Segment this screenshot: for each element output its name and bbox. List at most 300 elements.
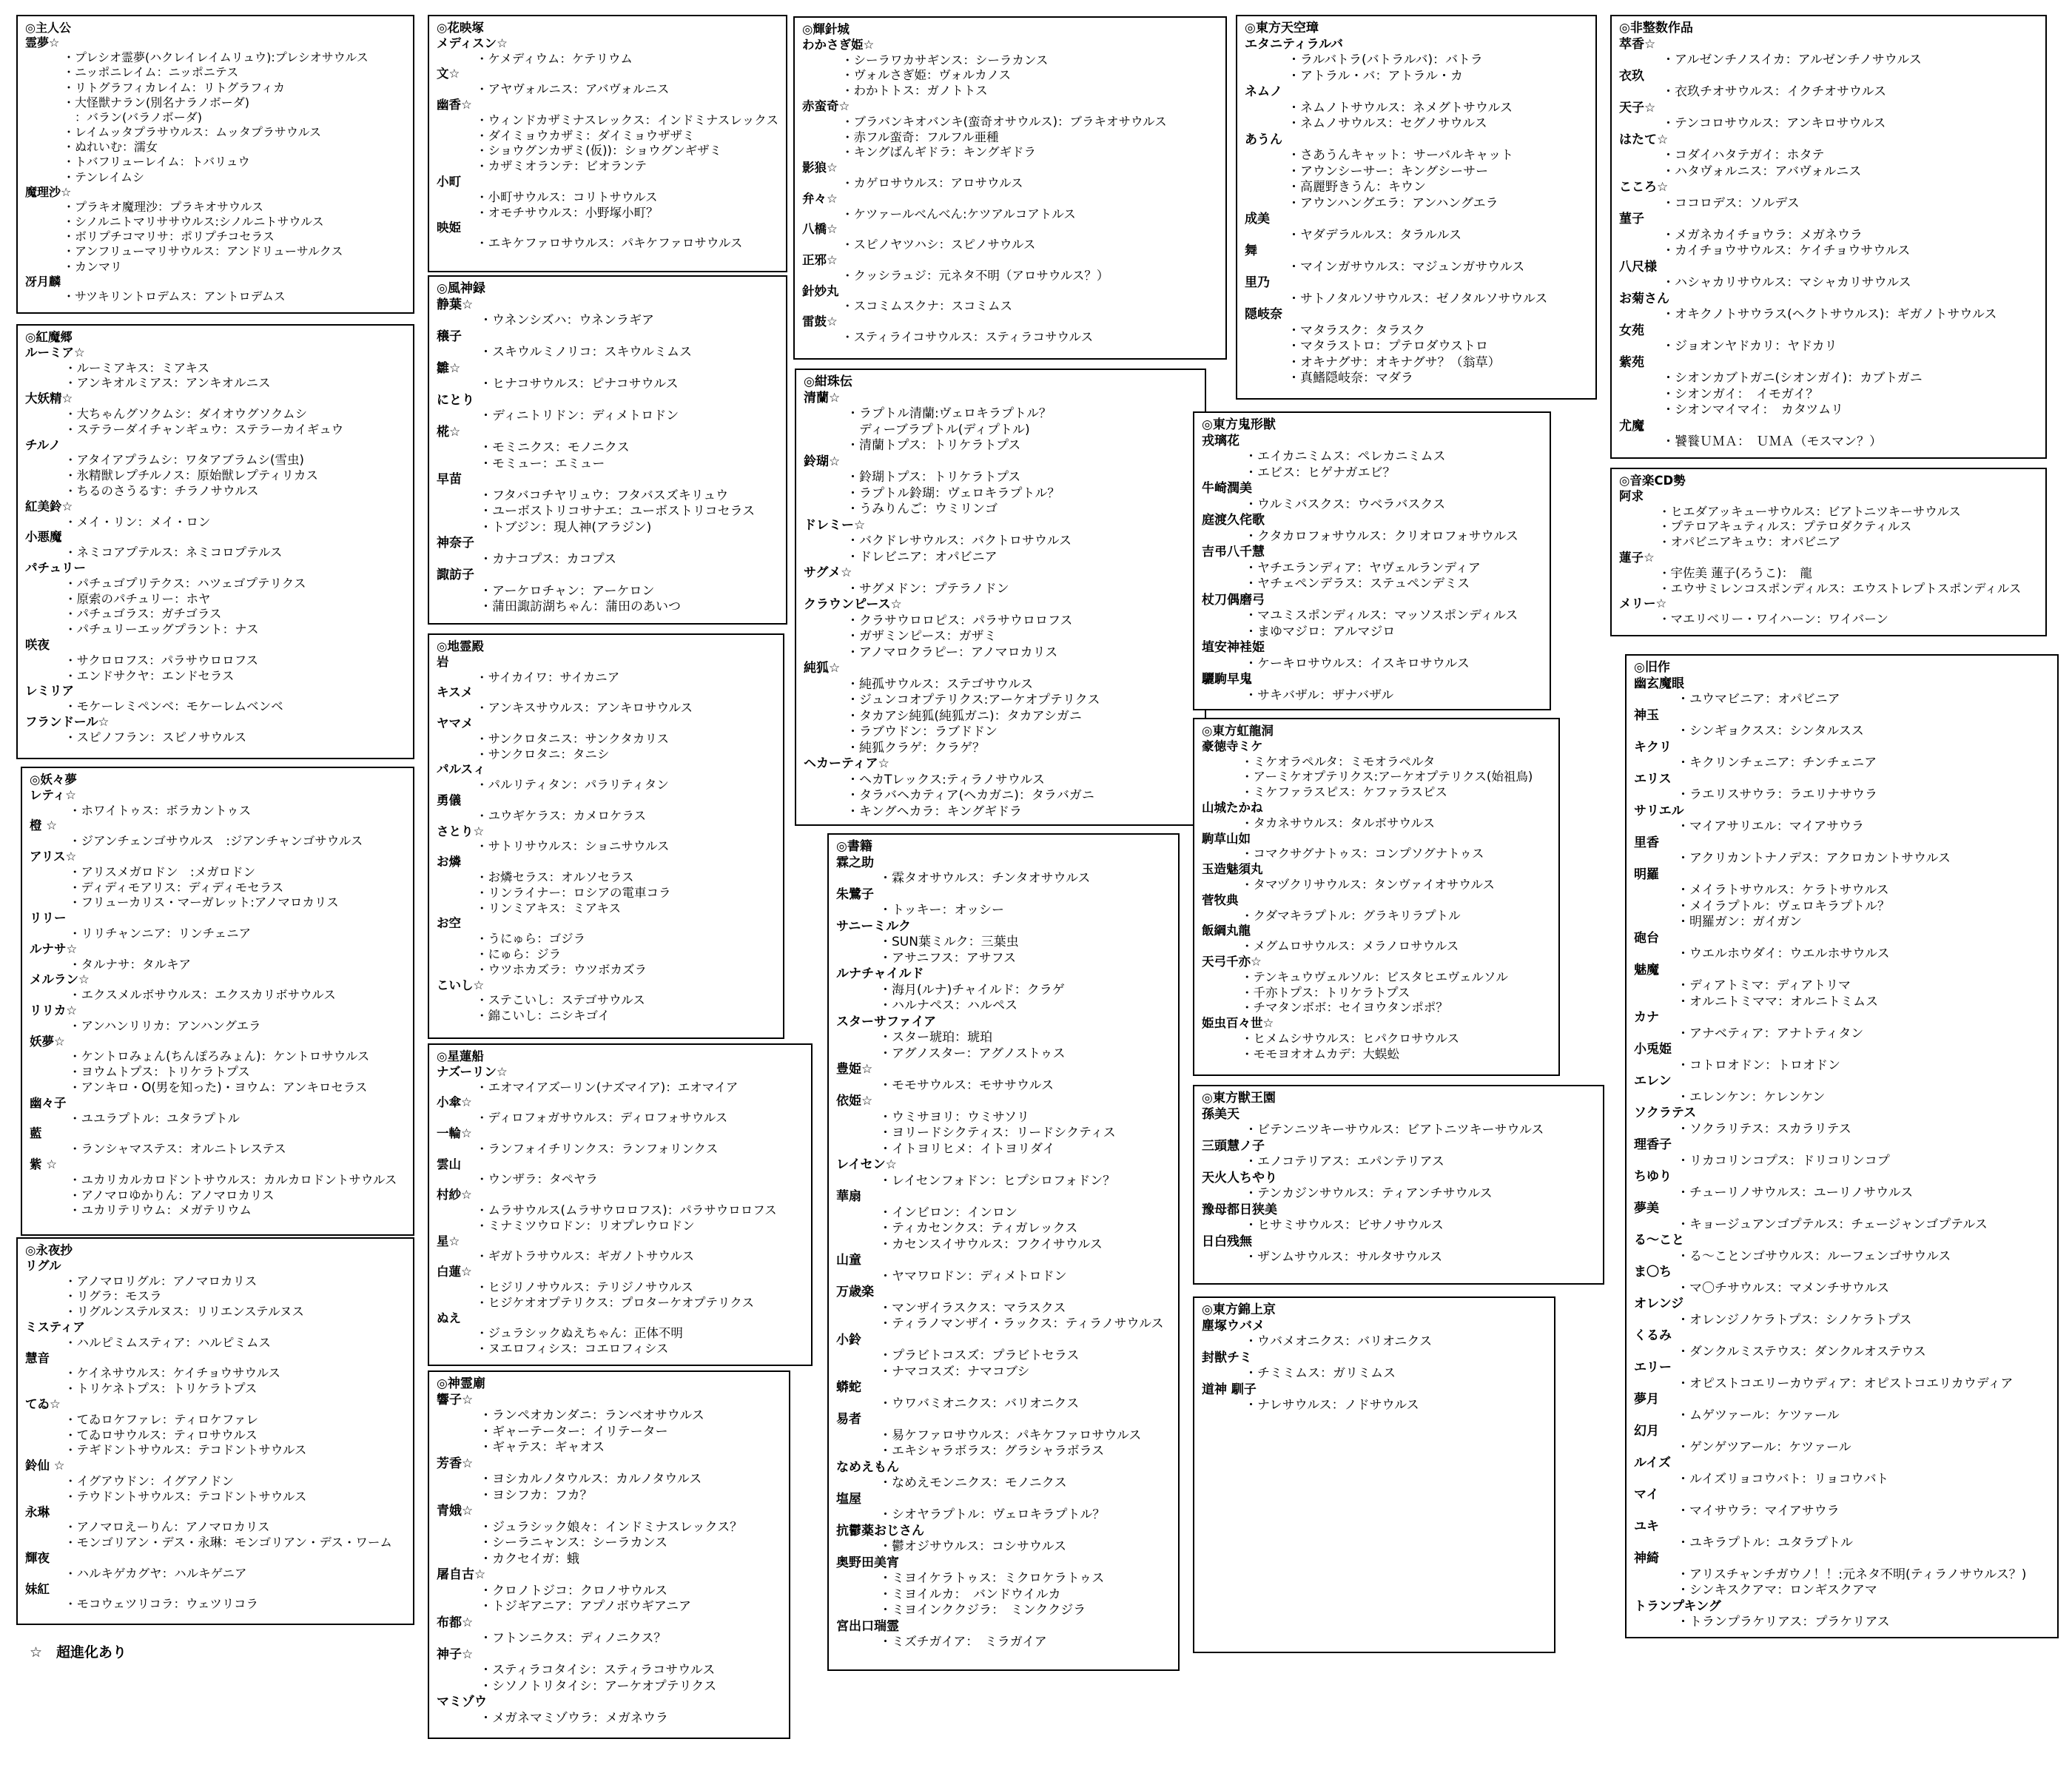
evolution-entry: ・小町サウルス：コリトサウルス	[476, 189, 658, 204]
evolution-entry: ・モミュー：エミュー	[480, 456, 605, 471]
evolution-entry: ・マインガサウルス：マジュンガサウルス	[1288, 259, 1525, 275]
evolution-entry: ・海月(ルナ)チャイルド：クラゲ	[879, 982, 1065, 998]
character-name: ソクラテス	[1634, 1106, 1697, 1120]
character-name: 魔理沙☆	[25, 184, 72, 199]
character-name: エリス	[1634, 771, 1672, 787]
evolution-entry: ・レイムッタプラサウルス：ムッタプラサウルス	[63, 125, 321, 140]
character-name: 萃香☆	[1619, 36, 1656, 52]
character-name: 奥野田美宵	[836, 1555, 899, 1570]
character-name: アリス☆	[30, 849, 77, 864]
character-name: 布都☆	[437, 1615, 474, 1630]
character-name: 穣子	[437, 329, 462, 344]
evolution-entry: ・高麗野きうん：キウン	[1288, 180, 1426, 195]
evolution-entry: ・クラサウロロピス：パラサウロロフス	[847, 613, 1073, 628]
panel-kyuusaku	[1625, 654, 2059, 1638]
evolution-entry: ・ドレビニア：オパビニア	[847, 549, 998, 565]
evolution-entry: ・アンハンリリカ：アンハングエラ	[69, 1018, 261, 1033]
evolution-entry: ・ネミコアプテルス：ネミコロプテルス	[64, 545, 283, 560]
super-evolution-footnote: ☆ 超進化あり	[30, 1644, 127, 1661]
evolution-entry: ・リンミアキス：ミアキス	[476, 901, 622, 915]
evolution-entry: ・フタバコチヤリュウ：フタバスズキリュウ	[480, 488, 729, 503]
character-name: トランプキング	[1634, 1598, 1721, 1614]
evolution-entry: ・ゲンゲツアール：ケツァール	[1677, 1439, 1851, 1455]
character-name: 神子☆	[437, 1646, 474, 1662]
evolution-entry: ・スコミムスクナ：スコミムス	[841, 299, 1012, 314]
evolution-entry: ・ザンムサウルス：サルタサウルス	[1245, 1250, 1443, 1265]
evolution-entry: ・スティラコタイシ：スティラコサウルス	[480, 1663, 716, 1678]
evolution-entry: ・オキナグサ：オキナグサ？（翁草）	[1288, 354, 1501, 370]
evolution-entry: ・スキウルミノリコ：スキウルミムス	[480, 345, 692, 360]
character-name: ちゆり	[1634, 1169, 1672, 1184]
evolution-entry: ・トブジン：現人神(アラジン)	[480, 519, 652, 535]
character-name: 小町	[437, 174, 461, 189]
evolution-entry: ・ミヨインククジラ： ミンククジラ	[879, 1603, 1086, 1618]
character-name: 鈴仙 ☆	[25, 1459, 65, 1473]
evolution-entry: ・オモチサウルス：小野塚小町？	[476, 205, 659, 220]
character-name: ミスティア	[25, 1319, 85, 1334]
character-name: 隠岐奈	[1245, 307, 1282, 322]
evolution-entry: ・ジュラシック娘々：インドミナスレックス？	[480, 1519, 743, 1535]
evolution-entry: ・サトリサウルス：ショニサウルス	[476, 839, 670, 854]
evolution-entry: ディーブラプトル(ディプトル)	[847, 422, 1030, 437]
character-name: 幽香☆	[437, 97, 472, 112]
character-name: 影狼☆	[802, 161, 838, 175]
character-name: 神玉	[1634, 707, 1659, 723]
evolution-entry: ・シソノトリタイシ：アーケオプテリクス	[480, 1678, 717, 1694]
character-name: キクリ	[1634, 739, 1672, 755]
evolution-entry: ・ネムノサウルス：セグノサウルス	[1288, 116, 1487, 131]
evolution-entry: ・サクロロフス：パラサウロロフス	[64, 653, 259, 667]
character-name: 文☆	[437, 67, 460, 81]
evolution-entry: ・ディアトミマ：ディアトリマ	[1677, 978, 1851, 993]
evolution-entry: ・ウバメオニクス：バリオニクス	[1245, 1334, 1433, 1349]
panel-youyoumu	[21, 767, 414, 1236]
character-name: 里乃	[1245, 275, 1270, 290]
evolution-entry: ・ダンクルミステウス：ダンクルオステウス	[1677, 1344, 1926, 1359]
evolution-entry: ・ウネンシズハ：ウネンラギア	[480, 313, 655, 328]
character-name: 芳香☆	[437, 1456, 474, 1471]
panel-title: ◎紅魔郷	[25, 330, 73, 344]
evolution-entry: ・シンギョクスス：シンタルスス	[1677, 724, 1864, 739]
character-name: パルスィ	[437, 762, 485, 777]
evolution-entry: ・ミケファラスピス：ケファラスピス	[1241, 785, 1447, 800]
character-name: 天弓千亦☆	[1202, 954, 1262, 969]
evolution-entry: ・ココロデス：ソルデス	[1662, 195, 1800, 211]
evolution-entry: ・パチュゴラス：ガチゴラス	[64, 607, 222, 622]
character-name: 雷鼓☆	[802, 314, 838, 329]
evolution-entry: ・ティラノマンザイ・ラックス：ティラノサウルス	[879, 1316, 1164, 1331]
evolution-entry: ・ギャーテーター：イリテーター	[480, 1424, 668, 1439]
character-name: 響子☆	[437, 1392, 474, 1407]
character-name: 戎璃花	[1202, 433, 1240, 448]
evolution-entry: ・サンクロタニ：タニシ	[476, 747, 610, 761]
character-name: 小兎姫	[1634, 1042, 1672, 1057]
evolution-entry: ・ヨウムトプス：トリケラトプス	[69, 1065, 250, 1080]
panel-title: ◎東方錦上京	[1202, 1302, 1276, 1317]
character-name: お燐	[437, 855, 461, 870]
character-name: 神綺	[1634, 1551, 1659, 1566]
evolution-entry: ・トッキー：オッシー	[879, 903, 1004, 918]
evolution-entry: ・ラプトル鈴瑚：ヴェロキラプトル？	[847, 485, 1060, 501]
panel-chireiden	[428, 633, 784, 1039]
character-name: エリー	[1634, 1360, 1672, 1375]
character-name: ヘカーティア☆	[804, 756, 889, 771]
evolution-entry: ・ハルキゲカグヤ：ハルキゲニア	[64, 1566, 247, 1581]
character-name: ネムノ	[1245, 84, 1282, 99]
character-name: 鈴瑚☆	[804, 454, 841, 469]
evolution-entry: ・ヤダデラルルス：タラルルス	[1288, 227, 1462, 243]
character-name: 里香	[1634, 835, 1659, 850]
evolution-entry: ・シノルニトマリササウルス:シノルニトサウルス	[63, 215, 324, 229]
character-name: 小鈴	[836, 1332, 861, 1348]
character-name: 正邪☆	[802, 252, 838, 267]
evolution-entry: ・イグアウドン：イグアノドン	[64, 1473, 235, 1488]
evolution-entry: ・ギャテス：ギャオス	[480, 1440, 605, 1455]
evolution-entry: ・エキケファロサウルス：パキケファロサウルス	[476, 236, 743, 251]
evolution-entry: ・ギガトラサウルス：ギガノトサウルス	[476, 1249, 695, 1264]
character-name: メディスン☆	[437, 36, 508, 50]
character-name: 日白残無	[1202, 1234, 1252, 1249]
evolution-entry: ・メガネマミゾウラ：メガネウラ	[480, 1710, 668, 1726]
evolution-entry: ・SUN葉ミルク：三葉虫	[879, 935, 1019, 949]
evolution-entry: ・クタカロフォサウルス：クリオロフォサウルス	[1245, 528, 1518, 544]
evolution-entry: ・タラバヘカティア(ヘカガニ)：タラバガニ	[847, 788, 1094, 803]
evolution-entry: ・サキバザル：ザナバザル	[1245, 687, 1394, 703]
character-name: キスメ	[437, 685, 474, 700]
evolution-entry: ・マエリベリー・ワイハーン：ワイバーン	[1658, 612, 1888, 627]
evolution-entry: ・エオマイアズーリン(ナズマイア)：エオマイア	[476, 1080, 739, 1094]
evolution-entry: ・コダイハタテガイ：ホタテ	[1662, 148, 1825, 163]
evolution-entry: ・トリケネトプス：トリケラトプス	[64, 1382, 258, 1396]
evolution-entry: ・メイ・リン：メイ・ロン	[64, 514, 211, 529]
character-name: 早苗	[437, 472, 462, 487]
evolution-entry: ・テンコロサウルス：アンキロサウルス	[1662, 116, 1886, 131]
evolution-entry: ・マユミスポンディルス：マッソスポンディルス	[1245, 608, 1518, 623]
evolution-entry: ・ナマコスズ：ナマコブシ	[879, 1364, 1030, 1379]
evolution-entry: ・シーラワカサギンス：シーラカンス	[841, 53, 1049, 67]
character-name: 霖之助	[836, 855, 874, 870]
evolution-entry: ・ハシャカリサウルス：マシャカリサウルス	[1662, 275, 1911, 290]
evolution-entry: ・ガザミンピース：ガザミ	[847, 629, 997, 644]
character-name: 抗鬱薬おじさん	[836, 1523, 924, 1538]
evolution-entry: ・アノマロリグル：アノマロカリス	[64, 1274, 258, 1288]
evolution-entry: ・マタラスク：タラスク	[1288, 323, 1425, 338]
character-name: サグメ☆	[804, 565, 852, 580]
evolution-entry: ・タカネサウルス：タルボサウルス	[1241, 815, 1436, 830]
character-name: さとり☆	[437, 824, 485, 838]
evolution-entry: ・メグムロサウルス：メラノロサウルス	[1241, 939, 1459, 954]
evolution-entry: ・易ケファロサウルス：パキケファロサウルス	[879, 1427, 1142, 1443]
evolution-entry: ・エクスメルボサウルス：エクスカリボサウルス	[69, 988, 336, 1003]
character-name: る～こと	[1634, 1233, 1684, 1248]
character-name: 屠自古☆	[437, 1567, 486, 1582]
panel-tenkuushou	[1236, 15, 1597, 400]
character-name: 輝夜	[25, 1550, 50, 1565]
evolution-entry: ・サイカイワ：サイカニア	[476, 670, 620, 684]
evolution-entry: ・プレシオ霊夢(ハクレイレイムリュウ):プレシオサウルス	[63, 50, 369, 65]
character-name: 尤魔	[1619, 418, 1644, 434]
evolution-entry: ・リンライナー：ロシアの電車コラ	[476, 885, 671, 900]
evolution-entry: ・ダイミョウカザミ：ダイミョウザザミ	[476, 128, 695, 143]
character-name: 映姫	[437, 221, 461, 235]
panel-seirensen	[428, 1043, 813, 1366]
evolution-entry: ・わかトトス：ガノトトス	[841, 84, 988, 98]
evolution-entry: ・プラビトコスズ：プラビトセラス	[879, 1348, 1080, 1363]
evolution-entry: ・オルニトミママ：オルニトミムス	[1677, 994, 1878, 1009]
character-name: チルノ	[25, 437, 61, 452]
evolution-entry: ・イトヨリヒメ：イトヨリダイ	[879, 1141, 1055, 1157]
evolution-entry: ・タカアシ純狐(純狐ガニ)：タカアシガニ	[847, 708, 1082, 724]
evolution-entry: ・ヒサミサウルス：ビサノサウルス	[1245, 1218, 1444, 1233]
evolution-entry: ・リグルンステルヌス：リリエンステルヌス	[64, 1305, 304, 1319]
evolution-entry: ・メガネカイチョウラ：メガネウラ	[1662, 227, 1863, 243]
character-name: 白蓮☆	[437, 1265, 472, 1279]
character-name: ユキ	[1634, 1519, 1659, 1534]
panel-title: ◎地霊殿	[437, 639, 484, 653]
evolution-entry: ・ミヨイルカ： バンドウイルカ	[879, 1587, 1061, 1602]
evolution-entry: ・ランペオカンダニ：ランベオサウルス	[480, 1408, 704, 1423]
evolution-entry: ・クダマキラプトル：グラキリラプトル	[1241, 908, 1461, 923]
evolution-entry: ・サグメドン：プテラノドン	[847, 581, 1009, 596]
evolution-entry: ・ヒエダアッキューサウルス：ビアトニツキーサウルス	[1658, 504, 1961, 519]
character-name: こころ☆	[1619, 180, 1669, 195]
evolution-entry: ・オピストコエリーカウディア：オピストコエリカウディア	[1677, 1376, 2014, 1391]
evolution-entry: ・ヌエロフィシス：コエロフィシス	[476, 1342, 669, 1356]
evolution-entry: ・鬱オジサウルス：コシサウルス	[879, 1539, 1066, 1554]
evolution-entry: ・エイカニミムス：ペレカニミムス	[1245, 449, 1446, 464]
evolution-entry: ・ラルバトラ(バトラルバ)：バトラ	[1288, 53, 1483, 67]
character-name: お菊さん	[1619, 291, 1669, 306]
panel-hiseisuu	[1610, 15, 2047, 459]
evolution-entry: ・ちるのさうるす：チラノサウルス	[64, 483, 259, 498]
character-name: 駒草山如	[1202, 831, 1251, 846]
evolution-entry: ・ヘカTレックス:ティラノサウルス	[847, 772, 1045, 787]
character-name: ぬえ	[437, 1311, 461, 1325]
panel-kikeijuu	[1193, 411, 1551, 710]
evolution-entry: ・エビス：ヒゲナガエビ？	[1245, 465, 1396, 480]
evolution-entry: ・ヒナコサウルス：ピナコサウルス	[480, 377, 679, 391]
evolution-entry: ・カイチョウサウルス：ケイチョウサウルス	[1662, 243, 1911, 258]
evolution-entry: ・マタラストロ：プテロダウストロ	[1288, 339, 1488, 354]
evolution-entry: ・テギドントサウルス：テコドントサウルス	[64, 1443, 307, 1458]
evolution-entry: ・チマタンボボ：セイヨウタンポポ？	[1241, 1000, 1448, 1015]
panel-title: ◎輝針城	[802, 22, 850, 36]
evolution-entry: ・ランシャマステス：オルニトレステス	[69, 1142, 286, 1157]
character-name: 冴月麟	[25, 274, 61, 289]
evolution-entry: ・パチュゴプリテクス：ハツェゴプテリクス	[64, 576, 306, 591]
character-name: 雲山	[437, 1157, 461, 1171]
evolution-entry: ・ジアンチェンゴサウルス :ジアンチャンゴサウルス	[69, 834, 363, 849]
panel-title: ◎旧作	[1634, 660, 1670, 675]
character-name: 諏訪子	[437, 568, 474, 582]
character-name: 天子☆	[1619, 100, 1656, 115]
character-name: スターサファイア	[836, 1014, 937, 1029]
character-name: 小悪魔	[25, 530, 62, 545]
evolution-entry: ・トランプラケリアス：プラケリアス	[1677, 1615, 1890, 1629]
evolution-entry: ・テンカジンサウルス：ティアンチサウルス	[1245, 1186, 1493, 1201]
evolution-entry: ・てゐロサウルス：ティロサウルス	[64, 1427, 258, 1442]
evolution-entry: ・マ〇チサウルス：マメンチサウルス	[1677, 1280, 1889, 1296]
character-name: リリー	[30, 911, 67, 926]
character-name: 天火人ちやり	[1202, 1170, 1277, 1185]
evolution-entry: ・ムラサウルス(ムラサウロロフス)：パラサウロロフス	[476, 1202, 777, 1217]
character-name: 女苑	[1619, 323, 1644, 338]
evolution-entry: ・ナレサウルス：ノドサウルス	[1245, 1398, 1419, 1413]
character-name: お空	[437, 916, 461, 931]
panel-title: ◎神霊廟	[437, 1376, 485, 1391]
panel-fuujinroku	[428, 275, 787, 625]
evolution-entry: ・ヴォルさぎ姫：ヴォルカノス	[841, 68, 1012, 83]
evolution-entry: ・モコウェツリコラ：ウェツリコラ	[64, 1597, 259, 1612]
evolution-entry: ・コトロオドン：トロオドン	[1677, 1057, 1840, 1073]
character-name: 封獣チミ	[1202, 1350, 1252, 1365]
character-name: 妹紅	[25, 1581, 50, 1596]
panel-kanjuden	[795, 369, 1206, 826]
character-name: 易者	[836, 1412, 861, 1427]
evolution-entry: ・プラキオ魔理沙：プラキオサウルス	[63, 199, 264, 214]
character-name: 雛☆	[437, 360, 461, 376]
character-name: ルイズ	[1634, 1456, 1671, 1470]
character-name: ルナチャイルド	[836, 966, 924, 981]
evolution-entry: ・エウサミレンコスポンディルス：エウストレプトスポンディルス	[1658, 581, 2022, 596]
evolution-entry: ・ユーボストリコサナエ：ユーボストリコセラス	[480, 504, 756, 519]
evolution-entry: ・ジョオンヤドカリ：ヤドカリ	[1662, 339, 1837, 354]
evolution-entry: ・カクセイガ：蛾	[480, 1551, 579, 1567]
character-name: 驪駒早鬼	[1202, 672, 1252, 687]
character-name: 塩屋	[836, 1491, 861, 1507]
evolution-entry: ・ディディモアリス：ディディモセラス	[69, 880, 284, 895]
evolution-entry: ・インビロン：インロン	[879, 1205, 1018, 1220]
character-name: 紅美鈴☆	[25, 499, 73, 514]
evolution-entry: ・アクリカントナノデス：アクロカントサウルス	[1677, 851, 1951, 866]
character-name: オレンジ	[1634, 1296, 1684, 1311]
character-name: こいし☆	[437, 978, 485, 992]
character-name: 依姫☆	[836, 1094, 873, 1109]
evolution-entry: ・ユカリカルカロドントサウルス：カルカロドントサウルス	[69, 1172, 397, 1187]
evolution-entry: ・ハルピミムスティア：ハルピミムス	[64, 1335, 271, 1350]
character-name: 豫母都日狭美	[1202, 1202, 1277, 1217]
evolution-entry: ・スピノヤツハシ：スピノサウルス	[841, 238, 1036, 252]
evolution-entry: ・モケーレミペンベ：モケーレムベンベ	[64, 699, 283, 714]
evolution-entry: ・ケツァールべんべん:ケツアルコアトルス	[841, 206, 1076, 221]
evolution-entry: ・ミケオラペルタ：ミモオラペルタ	[1241, 754, 1436, 769]
panel-title: ◎妖々夢	[30, 773, 77, 787]
character-name: エレン	[1634, 1074, 1672, 1089]
evolution-entry: ・饕餮ＵＭＡ： ＵＭＡ（モスマン？）	[1662, 434, 1883, 449]
character-name: 岩	[437, 654, 449, 669]
evolution-entry: ・アンキロ・O(男を知った)・ヨウム：アンキロセラス	[69, 1080, 368, 1094]
evolution-entry: ・アトラル・バ：アトラル・カ	[1288, 68, 1463, 84]
character-name: エタニティラルバ	[1245, 36, 1343, 52]
evolution-entry: ・クロノトジコ：クロノサウルス	[480, 1583, 667, 1598]
evolution-entry: ・シオンカブトガニ(シオンガイ)：カブトガニ	[1662, 371, 1923, 386]
panel-eiyashou	[16, 1237, 414, 1625]
evolution-entry: ・タルナサ：タルキア	[69, 957, 191, 972]
character-name: マイ	[1634, 1487, 1659, 1502]
character-name: 菫子	[1619, 212, 1644, 226]
evolution-entry: ・ジュンコオプテリクス:アーケオプテリクス	[847, 693, 1100, 707]
evolution-entry: ・ヨシフカ：フカ？	[480, 1487, 593, 1503]
evolution-entry: ・ぬれいむ：濡女	[63, 140, 158, 155]
evolution-entry: ・アナベティア：アナトティタン	[1677, 1026, 1864, 1041]
character-name: 牛崎潤美	[1202, 481, 1252, 496]
panel-shoseki	[827, 833, 1180, 1671]
character-name: 永琳	[25, 1504, 50, 1519]
panel-ongakucd	[1610, 468, 2047, 636]
panel-title: ◎花映塚	[437, 21, 484, 35]
evolution-entry: ・ディロフォガサウルス：ディロフォサウルス	[476, 1111, 728, 1126]
evolution-entry: ・ランフォイチリンクス：ランフォリンクス	[476, 1141, 719, 1156]
evolution-entry: ・錦こいし：ニシキゴイ	[476, 1009, 610, 1023]
evolution-entry: ・テンキュウヴェルソル：ビスタヒエヴェルソル	[1241, 969, 1508, 984]
evolution-entry: ・マイサウラ：マイアサウラ	[1677, 1503, 1840, 1518]
evolution-entry: ・ステラーダイチャンギュウ：ステラーカイギュウ	[64, 422, 344, 437]
evolution-entry: ・エレンケン：ケレンケン	[1677, 1089, 1826, 1105]
evolution-entry: ・シオンガイ： イモガイ？	[1662, 386, 1819, 402]
character-name: 一輪☆	[437, 1126, 472, 1140]
evolution-entry: ・てゐロケファレ：ティロケファレ	[64, 1412, 259, 1427]
evolution-entry: ・メイラプトル：ヴェロキラプトル？	[1677, 898, 1890, 914]
character-name: わかさぎ姫☆	[802, 37, 875, 52]
character-name: 八尺様	[1619, 259, 1657, 275]
evolution-entry: ・にゅら：ジラ	[476, 946, 562, 961]
character-name: 成美	[1245, 212, 1270, 226]
character-name: 庭渡久侘歌	[1202, 513, 1265, 528]
evolution-entry: ・ミズチガイア： ミラガイア	[879, 1635, 1047, 1649]
evolution-entry: ・原索のパチュリー：ホヤ	[64, 591, 211, 606]
evolution-entry: ・お燐セラス：オルソセラス	[476, 870, 634, 884]
panel-title: ◎東方虹龍洞	[1202, 724, 1274, 738]
character-name: にとり	[437, 392, 474, 408]
character-name: 朱鷺子	[836, 887, 874, 902]
evolution-entry: ・ハタヴォルニス：アバヴォルニス	[1662, 164, 1862, 179]
evolution-entry: ・ウルミバスクス：ウベラバスクス	[1245, 497, 1446, 512]
character-name: 橙 ☆	[30, 818, 58, 833]
evolution-entry: ・明羅ガン：ガイガン	[1677, 915, 1802, 929]
evolution-entry: ・エキシャラボラス：グラシャラボラス	[879, 1444, 1105, 1459]
character-name: 理香子	[1634, 1137, 1672, 1152]
evolution-entry: ・ニッポニレイム：ニッポニテス	[63, 65, 239, 80]
panel-title: ◎音楽CD勢	[1619, 474, 1686, 488]
character-name: 埴安神袿姫	[1202, 640, 1265, 655]
evolution-entry: ・キングばんギドラ：キングギドラ	[841, 145, 1037, 160]
character-name: 妖夢☆	[30, 1034, 65, 1049]
character-name: 菅牧典	[1202, 892, 1239, 907]
evolution-entry: ・ディニトリドン：ディメトロドン	[480, 408, 679, 423]
evolution-entry: ・カザミオランテ：ビオランテ	[476, 159, 647, 174]
evolution-entry: ・清蘭トプス：トリケラトプス	[847, 438, 1021, 453]
evolution-entry: ・シオンマイマイ： カタツムリ	[1662, 403, 1844, 417]
character-name: 山童	[836, 1253, 861, 1268]
evolution-entry: ・スティライコサウルス：スティラコサウルス	[841, 329, 1094, 344]
evolution-entry: ・ウンザラ：タペヤラ	[476, 1172, 598, 1187]
evolution-entry: ・ユカリテリウム：メガテリウム	[69, 1203, 252, 1218]
evolution-entry: ・ヤマワロドン：ディメトロドン	[879, 1268, 1067, 1284]
character-name: 吉弔八千慧	[1202, 545, 1265, 559]
character-name: 道神 馴子	[1202, 1382, 1257, 1397]
evolution-entry: ・ヒジリノサウルス：テリジノサウルス	[476, 1279, 693, 1294]
evolution-entry: ・アタイアプラムシ：ワタアブラムシ(雪虫)	[64, 453, 304, 468]
evolution-entry: ・大怪獣ナラン(別名ナラノボーダ)	[63, 95, 250, 110]
evolution-entry: ・スピノフラン：スピノサウルス	[64, 730, 247, 744]
character-name: サニーミルク	[836, 918, 911, 934]
evolution-entry: ・ヨシカルノタウルス：カルノタウルス	[480, 1472, 702, 1487]
character-name: 神奈子	[437, 536, 474, 551]
evolution-entry: ・サンクロタニス：サンクタカリス	[476, 731, 670, 746]
character-name: レイセン☆	[836, 1157, 897, 1172]
character-name: ま〇ち	[1634, 1265, 1672, 1279]
character-name: 砲台	[1634, 930, 1659, 946]
